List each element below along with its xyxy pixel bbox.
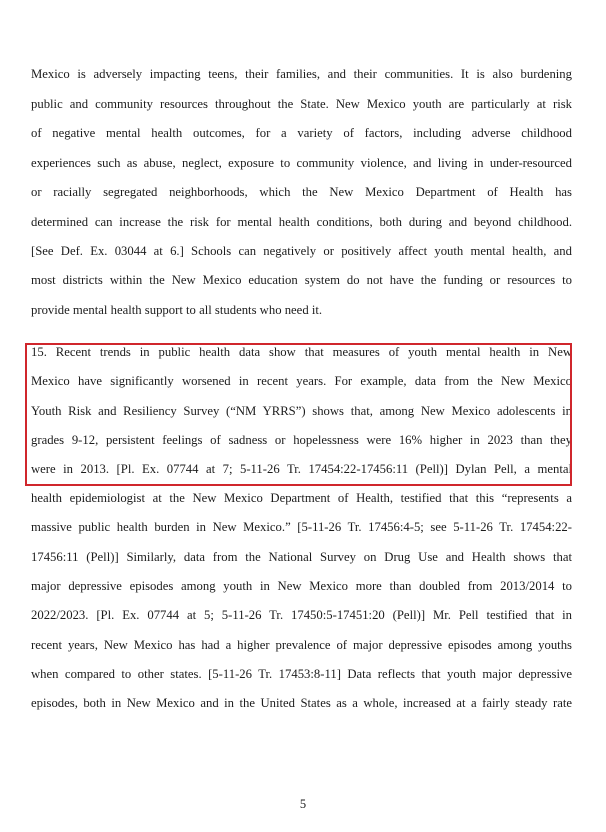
text-line: massive public health burden in New Mexico.” [5-11-26 Tr. 17456:4-5; see 5-11-26 Tr. 17454:22- [31, 520, 572, 534]
text-line: Mexico have significantly worsened in recent years. For example, data from the New Mexico [31, 374, 572, 388]
text-line: or racially segregated neighborhoods, which the New Mexico Department of Health has [31, 185, 572, 199]
text-line: most districts within the New Mexico education system do not have the funding or resources to [31, 273, 572, 287]
text-line: were in 2013. [Pl. Ex. 07744 at 7; 5-11-26 Tr. 17454:22-17456:11 (Pell)] Dylan Pell, a mental [31, 462, 572, 476]
page-number: 5 [299, 797, 307, 811]
text-line: grades 9-12, persistent feelings of sadness or hopelessness were 16% higher in 2023 than they [31, 433, 572, 447]
text-line: health epidemiologist at the New Mexico Department of Health, testified that this “represents a [31, 491, 572, 505]
text-line: 17456:11 (Pell)] Similarly, data from the National Survey on Drug Use and Health shows that [31, 550, 572, 564]
text-line: when compared to other states. [5-11-26 Tr. 17453:8-11] Data reflects that youth major depressive [31, 667, 572, 681]
text-line: episodes, both in New Mexico and in the United States as a whole, increased at a fairly steady rate [31, 696, 572, 710]
text-line: recent years, New Mexico has had a higher prevalence of major depressive episodes among youths [31, 638, 572, 652]
text-line: Youth Risk and Resiliency Survey (“NM YRRS”) shows that, among New Mexico adolescents in [31, 404, 572, 418]
text-line: provide mental health support to all students who need it. [31, 303, 323, 317]
text-line: major depressive episodes among youth in New Mexico more than doubled from 2013/2014 to [31, 579, 572, 593]
highlight-box [25, 343, 572, 486]
text-line: determined can increase the risk for mental health conditions, both during and beyond childhood. [31, 215, 572, 229]
text-line: 15. Recent trends in public health data show that measures of youth mental health in New [31, 345, 572, 359]
text-line: Mexico is adversely impacting teens, their families, and their communities. It is also burdening [31, 67, 572, 81]
text-line: public and community resources throughout the State. New Mexico youth are particularly at risk [31, 97, 572, 111]
text-line: of negative mental health outcomes, for a variety of factors, including adverse childhood [31, 126, 572, 140]
text-line: [See Def. Ex. 03044 at 6.] Schools can negatively or positively affect youth mental health, and [31, 244, 572, 258]
text-line: experiences such as abuse, neglect, exposure to community violence, and living in under-resourced [31, 156, 572, 170]
text-line: 2022/2023. [Pl. Ex. 07744 at 5; 5-11-26 Tr. 17450:5-17451:20 (Pell)] Mr. Pell testified that in [31, 608, 572, 622]
